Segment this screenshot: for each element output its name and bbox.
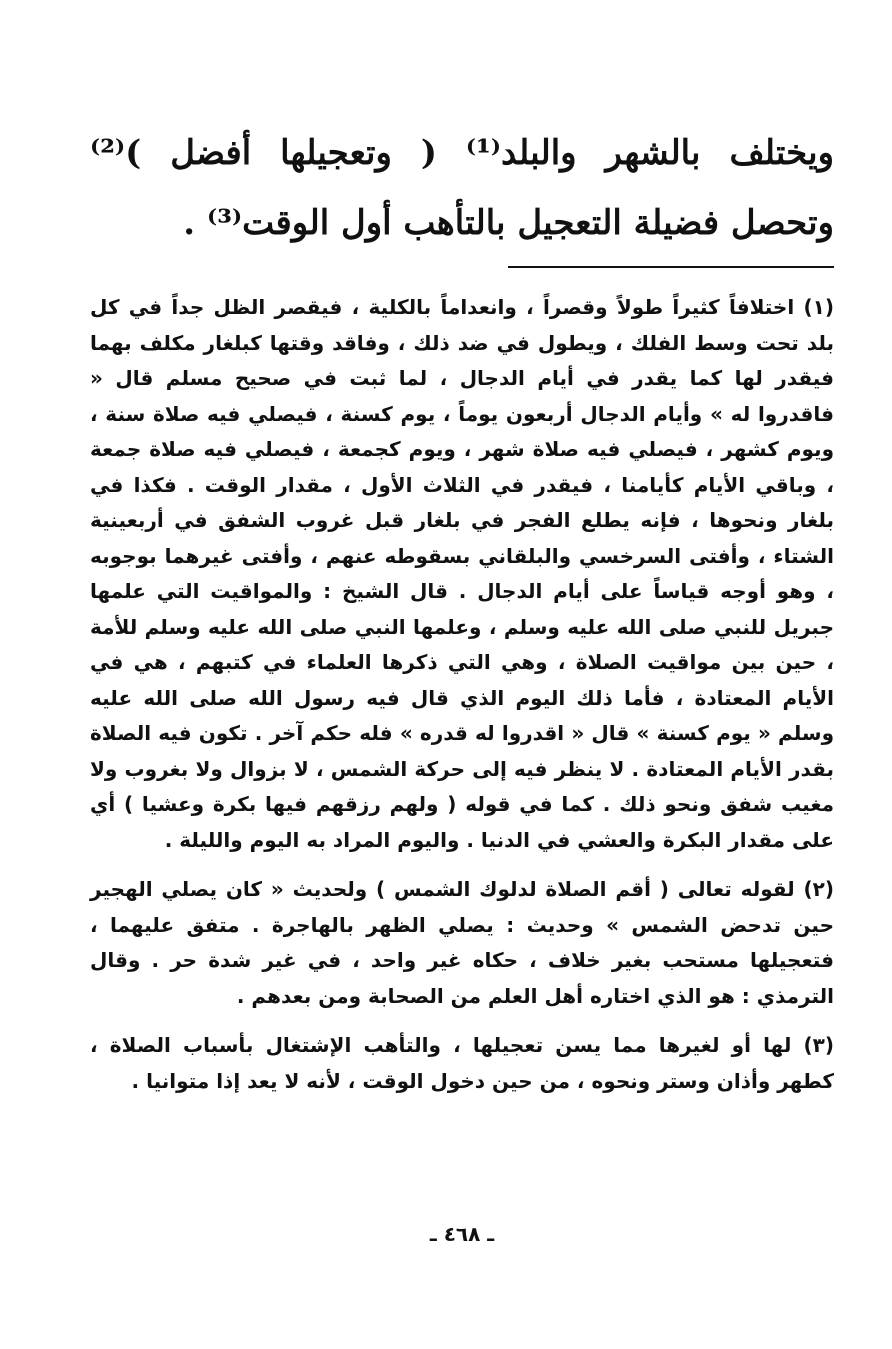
- footnote-3: (٣) لها أو لغيرها مما يسن تعجيلها ، والتأهب الإشتغال بأسباب الصلاة ، كطهر وأذان وستر ونحوه ، من حين دخول الوقت ، لأنه لا يعد إذا متوانيا .: [90, 1033, 834, 1093]
- document-page: [90, 118, 834, 1246]
- main-text: ويختلف بالشهر والبلد⁽¹⁾ ( وتعجيلها أفضل )⁽²⁾ وتحصل فضيلة التعجيل بالتأهب أول الوقت⁽³⁾ .: [90, 133, 834, 243]
- footnote-2: (٢) لقوله تعالى ( أقم الصلاة لدلوك الشمس ) ولحديث « كان يصلي الهجير حين تدحض الشمس » وحديث : يصلي الظهر بالهاجرة . متفق عليهما ، فتعجيلها مستحب بغير خلاف ، حكاه غير واحد ، في غير شدة حر . وقال الترمذي : هو الذي اختاره أهل العلم من الصحابة ومن بعدهم .: [90, 877, 834, 1008]
- footnote-gap: [90, 858, 834, 872]
- footnote-separator: [508, 266, 834, 268]
- page-number: ـ ٤٦٨ ـ: [429, 1222, 495, 1246]
- footnotes: [90, 290, 834, 1099]
- footnote-1: (١) اختلافاً كثيراً طولاً وقصراً ، وانعداماً بالكلية ، فيقصر الظل جداً في كل بلد تحت وسط الفلك ، ويطول في ضد ذلك ، وفاقد وقتها كبلغار مكلف بهما فيقدر لها كما يقدر في أيام الدجال ، لما ثبت في صحيح مسلم قال « فاقدروا له » وأيام الدجال أربعون يوماً ، يوم كسنة ، فيصلي فيه صلاة سنة ، ويوم كشهر ، فيصلي فيه صلاة شهر ، ويوم كجمعة ، فيصلي فيه صلاة جمعة ، وباقي الأيام كأيامنا ، فيقدر في الثلاث الأول ، مقدار الوقت . فكذا في بلغار ونحوها ، فإنه يطلع الفجر في بلغار قبل غروب الشفق في أربعينية الشتاء ، وأفتى السرخسي والبلقاني بسقوطه عنهم ، وأفتى غيرهما بوجوبه ، وهو أوجه قياساً على أيام الدجال . قال الشيخ : والمواقيت التي علمها جبريل للنبي صلى الله عليه وسلم ، وعلمها النبي صلى الله عليه وسلم للأمة ، حين بين مواقيت الصلاة ، وهي التي ذكرها العلماء في كتبهم ، هي في الأيام المعتادة ، فأما ذلك اليوم الذي قال فيه رسول الله صلى الله عليه وسلم « يوم كسنة » قال « اقدروا له قدره » فله حكم آخر . تكون فيه الصلاة بقدر الأيام المعتادة . لا ينظر فيه إلى حركة الشمس ، لا بزوال ولا بغروب ولا مغيب شفق ونحو ذلك . كما في قوله ( ولهم رزقهم فيها بكرة وعشيا ) أي على مقدار البكرة والعشي في الدنيا . واليوم المراد به اليوم والليلة .: [90, 295, 834, 852]
- footnote-gap: [90, 1014, 834, 1028]
